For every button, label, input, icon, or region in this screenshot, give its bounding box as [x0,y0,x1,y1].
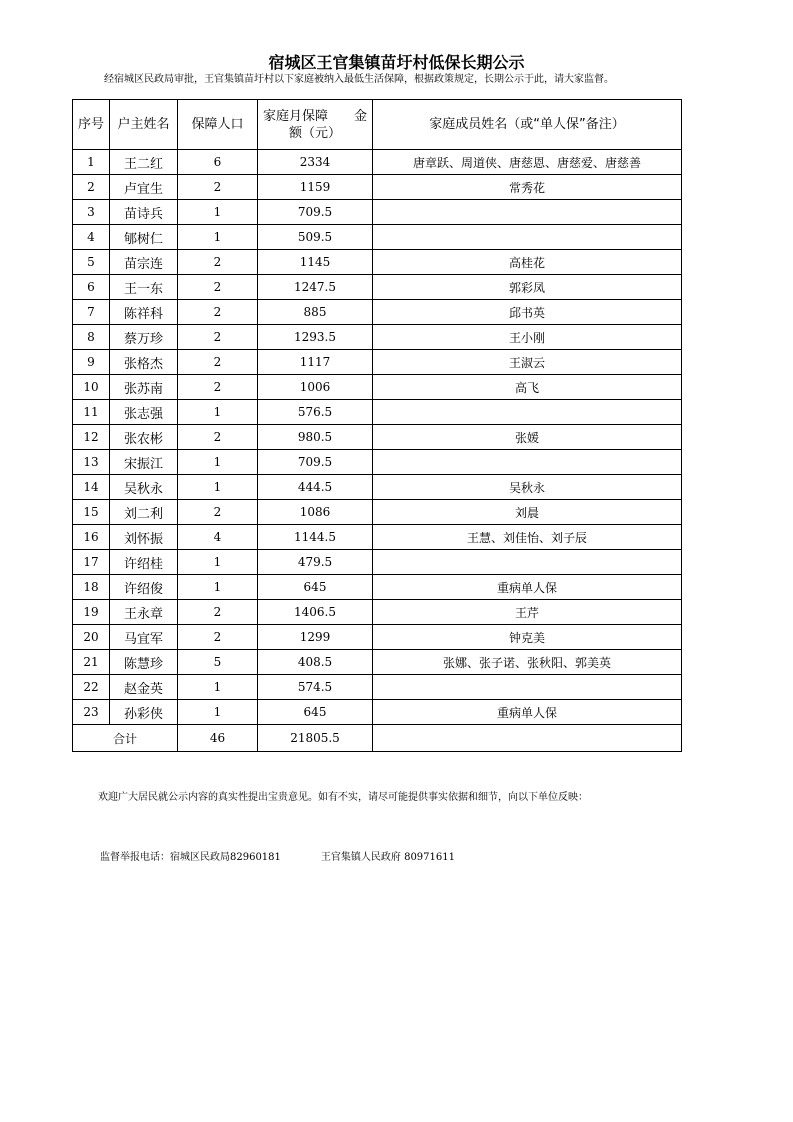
cell-members: 常秀花 [373,175,682,200]
cell-seq: 7 [73,300,110,325]
header-members: 家庭成员姓名（或“单人保”备注） [373,100,682,150]
cell-head-name: 张格杰 [110,350,178,375]
cell-people: 2 [178,250,258,275]
cell-members: 王小刚 [373,325,682,350]
cell-people: 1 [178,550,258,575]
cell-amount: 576.5 [258,400,373,425]
cell-amount: 1006 [258,375,373,400]
table-row [73,425,682,450]
cell-amount: 1247.5 [258,275,373,300]
table-row [73,625,682,650]
cell-seq: 6 [73,275,110,300]
cell-members [373,450,682,475]
cell-members: 高飞 [373,375,682,400]
table-row [73,400,682,425]
cell-members [373,200,682,225]
cell-seq: 18 [73,575,110,600]
cell-people: 4 [178,525,258,550]
cell-head-name: 王一东 [110,275,178,300]
cell-head-name: 马宜军 [110,625,178,650]
cell-head-name: 许绍桂 [110,550,178,575]
total-label: 合计 [73,725,178,752]
cell-amount: 885 [258,300,373,325]
cell-seq: 1 [73,150,110,175]
cell-people: 5 [178,650,258,675]
header-people: 保障人口 [178,100,258,150]
cell-head-name: 陈祥科 [110,300,178,325]
total-members-empty [373,725,682,752]
cell-amount: 1159 [258,175,373,200]
cell-members: 高桂花 [373,250,682,275]
cell-head-name: 郇树仁 [110,225,178,250]
cell-amount: 1293.5 [258,325,373,350]
cell-members: 唐章跃、周道侠、唐慈恩、唐慈爱、唐慈善 [373,150,682,175]
cell-people: 2 [178,175,258,200]
header-amount: 家庭月保障 金额（元） [258,100,373,150]
cell-amount: 709.5 [258,200,373,225]
cell-head-name: 孙彩侠 [110,700,178,725]
feedback-note: 欢迎广大居民就公示内容的真实性提出宝贵意见。如有不实，请尽可能提供事实依据和细节，向以下单位反映： [98,792,588,803]
table-row [73,675,682,700]
cell-members [373,550,682,575]
cell-people: 2 [178,425,258,450]
cell-amount: 645 [258,575,373,600]
cell-amount: 479.5 [258,550,373,575]
cell-amount: 1406.5 [258,600,373,625]
cell-seq: 5 [73,250,110,275]
cell-members [373,225,682,250]
table-row [73,325,682,350]
cell-amount: 1086 [258,500,373,525]
cell-head-name: 苗宗连 [110,250,178,275]
cell-people: 2 [178,625,258,650]
cell-head-name: 卢宜生 [110,175,178,200]
cell-people: 2 [178,300,258,325]
cell-people: 1 [178,675,258,700]
cell-seq: 15 [73,500,110,525]
cell-amount: 980.5 [258,425,373,450]
table-row [73,450,682,475]
cell-amount: 645 [258,700,373,725]
cell-seq: 19 [73,600,110,625]
cell-people: 2 [178,350,258,375]
table-row [73,500,682,525]
table-row [73,300,682,325]
cell-people: 1 [178,475,258,500]
cell-people: 2 [178,600,258,625]
cell-seq: 14 [73,475,110,500]
cell-seq: 2 [73,175,110,200]
cell-members: 重病单人保 [373,575,682,600]
cell-members [373,675,682,700]
cell-seq: 13 [73,450,110,475]
cell-members: 刘晨 [373,500,682,525]
header-seq: 序号 [73,100,110,150]
cell-seq: 22 [73,675,110,700]
table-row [73,225,682,250]
cell-head-name: 宋振江 [110,450,178,475]
cell-members: 邱书英 [373,300,682,325]
cell-amount: 444.5 [258,475,373,500]
cell-seq: 21 [73,650,110,675]
table-row [73,350,682,375]
cell-members: 吴秋永 [373,475,682,500]
cell-members: 重病单人保 [373,700,682,725]
cell-seq: 16 [73,525,110,550]
cell-head-name: 陈慧珍 [110,650,178,675]
table-row [73,250,682,275]
cell-head-name: 赵金英 [110,675,178,700]
total-people: 46 [178,725,258,752]
table-row [73,550,682,575]
cell-members: 张娜、张子诺、张秋阳、郭美英 [373,650,682,675]
cell-head-name: 王二红 [110,150,178,175]
cell-members: 王芹 [373,600,682,625]
cell-head-name: 张志强 [110,400,178,425]
cell-people: 1 [178,200,258,225]
cell-amount: 1145 [258,250,373,275]
cell-people: 2 [178,375,258,400]
table-row [73,700,682,725]
contact-line: 监督举报电话：宿城区民政局82960181 王官集镇人民政府 80971611 [100,852,455,863]
cell-seq: 4 [73,225,110,250]
cell-seq: 10 [73,375,110,400]
cell-seq: 8 [73,325,110,350]
cell-people: 1 [178,575,258,600]
cell-members: 钟克美 [373,625,682,650]
cell-seq: 20 [73,625,110,650]
cell-people: 1 [178,700,258,725]
intro-paragraph: 经宿城区民政局审批，王官集镇苗圩村以下家庭被纳入最低生活保障，根据政策规定，长期公示于此，请大家监督。 [104,74,614,85]
cell-amount: 1299 [258,625,373,650]
cell-head-name: 蔡万珍 [110,325,178,350]
cell-members [373,400,682,425]
cell-seq: 3 [73,200,110,225]
cell-amount: 1144.5 [258,525,373,550]
header-head-name: 户主姓名 [110,100,178,150]
table-row [73,650,682,675]
cell-head-name: 王永章 [110,600,178,625]
table-row [73,600,682,625]
cell-seq: 9 [73,350,110,375]
cell-amount: 709.5 [258,450,373,475]
cell-people: 2 [178,275,258,300]
table-header-row [73,100,682,150]
cell-head-name: 刘二利 [110,500,178,525]
cell-amount: 509.5 [258,225,373,250]
cell-people: 1 [178,400,258,425]
cell-amount: 408.5 [258,650,373,675]
table-row [73,200,682,225]
cell-people: 2 [178,500,258,525]
total-row [73,725,682,752]
cell-seq: 23 [73,700,110,725]
cell-head-name: 许绍俊 [110,575,178,600]
cell-head-name: 张农彬 [110,425,178,450]
cell-people: 1 [178,225,258,250]
cell-seq: 11 [73,400,110,425]
cell-amount: 2334 [258,150,373,175]
cell-people: 1 [178,450,258,475]
table-row [73,575,682,600]
table-row [73,475,682,500]
cell-head-name: 张苏南 [110,375,178,400]
cell-members: 王淑云 [373,350,682,375]
cell-members: 张媛 [373,425,682,450]
table-row [73,525,682,550]
table-row [73,275,682,300]
table-row [73,150,682,175]
cell-people: 2 [178,325,258,350]
cell-head-name: 苗诗兵 [110,200,178,225]
table-row [73,175,682,200]
cell-seq: 17 [73,550,110,575]
cell-amount: 1117 [258,350,373,375]
cell-members: 郭彩凤 [373,275,682,300]
total-amount: 21805.5 [258,725,373,752]
cell-members: 王慧、刘佳怡、刘子辰 [373,525,682,550]
document-title: 宿城区王官集镇苗圩村低保长期公示 [268,53,525,72]
recipient-table [72,99,682,752]
cell-head-name: 吴秋永 [110,475,178,500]
cell-head-name: 刘怀振 [110,525,178,550]
cell-seq: 12 [73,425,110,450]
cell-amount: 574.5 [258,675,373,700]
table-row [73,375,682,400]
cell-people: 6 [178,150,258,175]
